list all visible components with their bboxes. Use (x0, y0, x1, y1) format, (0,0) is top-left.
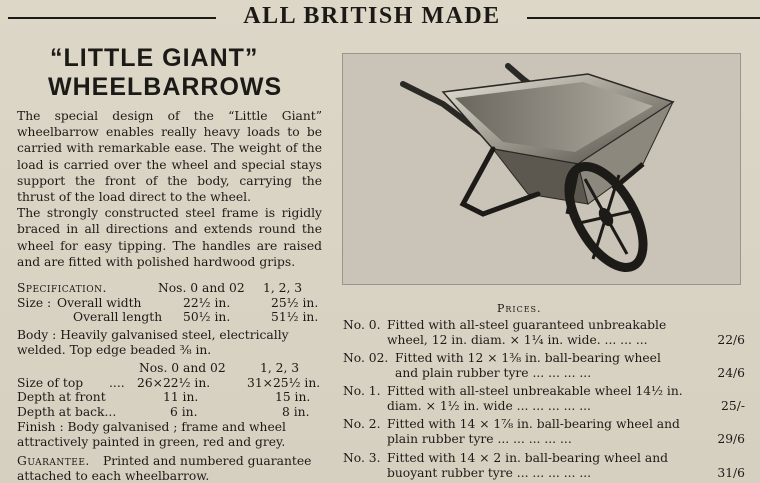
guarantee-section (17, 454, 327, 483)
price-description-2: buoyant rubber tyre ... ... ... ... ... (387, 466, 592, 480)
title-line-2: WHEELBARROWS (48, 73, 283, 101)
body-line-1: Body : Heavily galvanised steel, electrically (17, 328, 289, 342)
dim-row-value-b: 8 in. (282, 404, 310, 419)
dimensions-table (17, 361, 322, 419)
spec-row-label: Overall length (73, 310, 163, 324)
dim-col1-header: Nos. 0 and 02 (139, 361, 226, 375)
guarantee-line-1 (17, 454, 327, 469)
prices-heading: Prices. (497, 302, 542, 315)
intro-text (17, 108, 322, 270)
dim-row-value-a: 6 in. (170, 404, 198, 419)
dim-row-label: Depth at back... (17, 404, 117, 419)
spec-row-value-a: 22½ in. (183, 295, 231, 310)
price-description-1: Fitted with all-steel unbreakable wheel 14½ in. (387, 384, 683, 398)
dim-header-row (17, 361, 322, 376)
dim-row-label: Depth at front (17, 390, 106, 404)
spec-col1-header: Nos. 0 and 02 (158, 281, 245, 295)
wheelbarrow-photo (342, 53, 741, 285)
intro-paragraph-1: The special design of the “Little Giant” wheelbarrow enables really heavy loads to be carried with remarkable ease. The weight of the load is carried over the wheel and special stays support the front of the body, carrying the thrust of the load direct to the wheel. (17, 109, 322, 205)
price-amount: 29/6 (717, 432, 745, 446)
specification-heading: Specification. (17, 281, 107, 295)
price-item (343, 351, 760, 381)
product-title (20, 44, 320, 102)
dim-row-value-a: 11 in. (163, 390, 199, 404)
dim-row-label: Size of top (17, 375, 84, 390)
price-item (343, 417, 760, 447)
page-header: ALL BRITISH MADE (243, 3, 501, 29)
finish-line-1: Finish : Body galvanised ; frame and wheel (17, 420, 286, 434)
dim-row (17, 390, 322, 405)
spec-row (17, 296, 322, 311)
price-description-1: Fitted with 14 × 2 in. ball-bearing wheel and (387, 451, 668, 465)
dim-row-value-a: 26×22½ in. (137, 375, 211, 390)
spec-row (17, 310, 322, 325)
guarantee-heading: Guarantee. (17, 454, 90, 468)
dim-row (17, 405, 322, 420)
price-number: No. 1. (343, 384, 381, 398)
price-number: No. 2. (343, 417, 381, 431)
price-number: No. 3. (343, 451, 381, 465)
dim-col2-header: 1, 2, 3 (260, 361, 300, 375)
price-description-1: Fitted with 12 × 1⅜ in. ball-bearing wheel (395, 351, 661, 365)
price-amount: 22/6 (717, 333, 745, 347)
specification-table (17, 281, 322, 325)
price-description-2: diam. × 1½ in. wide ... ... ... ... ... (387, 399, 591, 413)
finish-description (17, 420, 322, 449)
price-amount: 24/6 (717, 366, 745, 380)
spec-row-value-a: 50½ in. (183, 310, 231, 324)
price-description-2: and plain rubber tyre ... ... ... ... (395, 366, 592, 380)
price-item (343, 318, 760, 348)
price-number: No. 0. (343, 318, 381, 332)
dim-row-dots: .... (109, 375, 125, 390)
price-description-1: Fitted with all-steel guaranteed unbreakable (387, 318, 667, 332)
price-description-2: wheel, 12 in. diam. × 1¼ in. wide. ... ... ... (387, 333, 648, 347)
price-amount: 25/- (721, 399, 745, 413)
price-item (343, 384, 760, 414)
guarantee-line-2: attached to each wheelbarrow. (17, 468, 210, 483)
spec-row-value-b: 51½ in. (271, 310, 319, 324)
price-description-2: plain rubber tyre ... ... ... ... ... (387, 432, 572, 446)
body-line-2: welded. Top edge beaded ⅜ in. (17, 342, 212, 357)
header-rule-left (8, 17, 216, 19)
spec-header-row (17, 281, 322, 296)
dim-row-value-b: 31×25½ in. (247, 375, 321, 390)
spec-col2-header: 1, 2, 3 (263, 281, 303, 295)
finish-line-2: attractively painted in green, red and grey. (17, 434, 286, 449)
body-description (17, 328, 322, 357)
spec-row-label: Overall width (57, 295, 142, 310)
header-rule-right (527, 17, 760, 19)
dim-row (17, 376, 322, 391)
wheelbarrow-illustration (343, 54, 740, 284)
price-number: No. 02. (343, 351, 389, 365)
title-line-1: “LITTLE GIANT” (50, 44, 259, 72)
price-item (343, 451, 760, 481)
spec-row-value-b: 25½ in. (271, 295, 319, 310)
guarantee-text-1: Printed and numbered guarantee (103, 454, 312, 468)
size-label: Size : (17, 295, 52, 310)
price-amount: 31/6 (717, 466, 745, 480)
intro-paragraph-2: The strongly constructed steel frame is rigidly braced in all directions and extends round the wheel for easy tipping. The handles are raised and are fitted with polished hardwood grips. (17, 206, 322, 269)
dim-row-value-b: 15 in. (275, 390, 311, 404)
price-description-1: Fitted with 14 × 1⅞ in. ball-bearing wheel and (387, 417, 680, 431)
